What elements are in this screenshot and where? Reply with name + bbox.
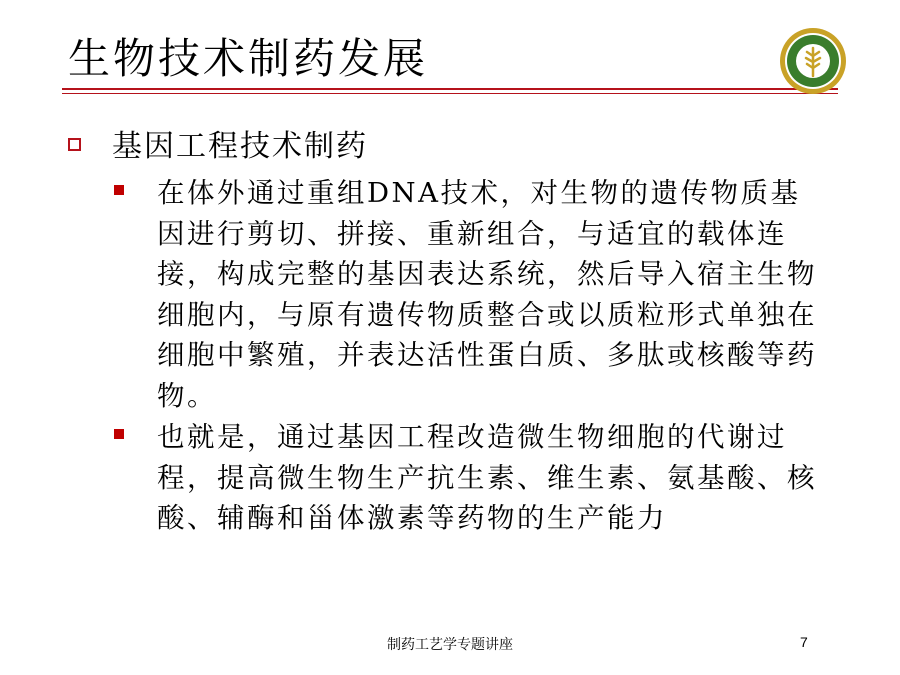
university-seal-icon (778, 26, 848, 96)
bullet-text: 在体外通过重组DNA技术，对生物的遗传物质基因进行剪切、拼接、重新组合，与适宜的载体连接，构成完整的基因表达系统，然后导入宿主生物细胞内，与原有遗传物质整合或以质粒形式单独在细胞中繁殖，并表达活性蛋白质、多肽或核酸等药物。 (157, 177, 817, 412)
title-rule-thin (62, 93, 838, 94)
filled-square-bullet-icon (114, 185, 124, 195)
page-number: 7 (800, 634, 808, 650)
slide-title: 生物技术制药发展 (68, 34, 429, 83)
footer-label: 制药工艺学专题讲座 (387, 637, 513, 653)
title-rule-thick (62, 88, 838, 90)
bullet-text: 也就是，通过基因工程改造微生物细胞的代谢过程，提高微生物生产抗生素、维生素、氨基酸、核酸、辅酶和甾体激素等药物的生产能力 (157, 421, 817, 534)
filled-square-bullet-icon (114, 429, 124, 439)
level1-bullet-item (68, 128, 368, 166)
slide-footer (0, 634, 900, 654)
level2-bullet-item (114, 173, 827, 416)
hollow-square-bullet-icon (68, 138, 81, 151)
section-heading: 基因工程技术制药 (112, 129, 368, 164)
level2-bullet-item (114, 417, 827, 539)
